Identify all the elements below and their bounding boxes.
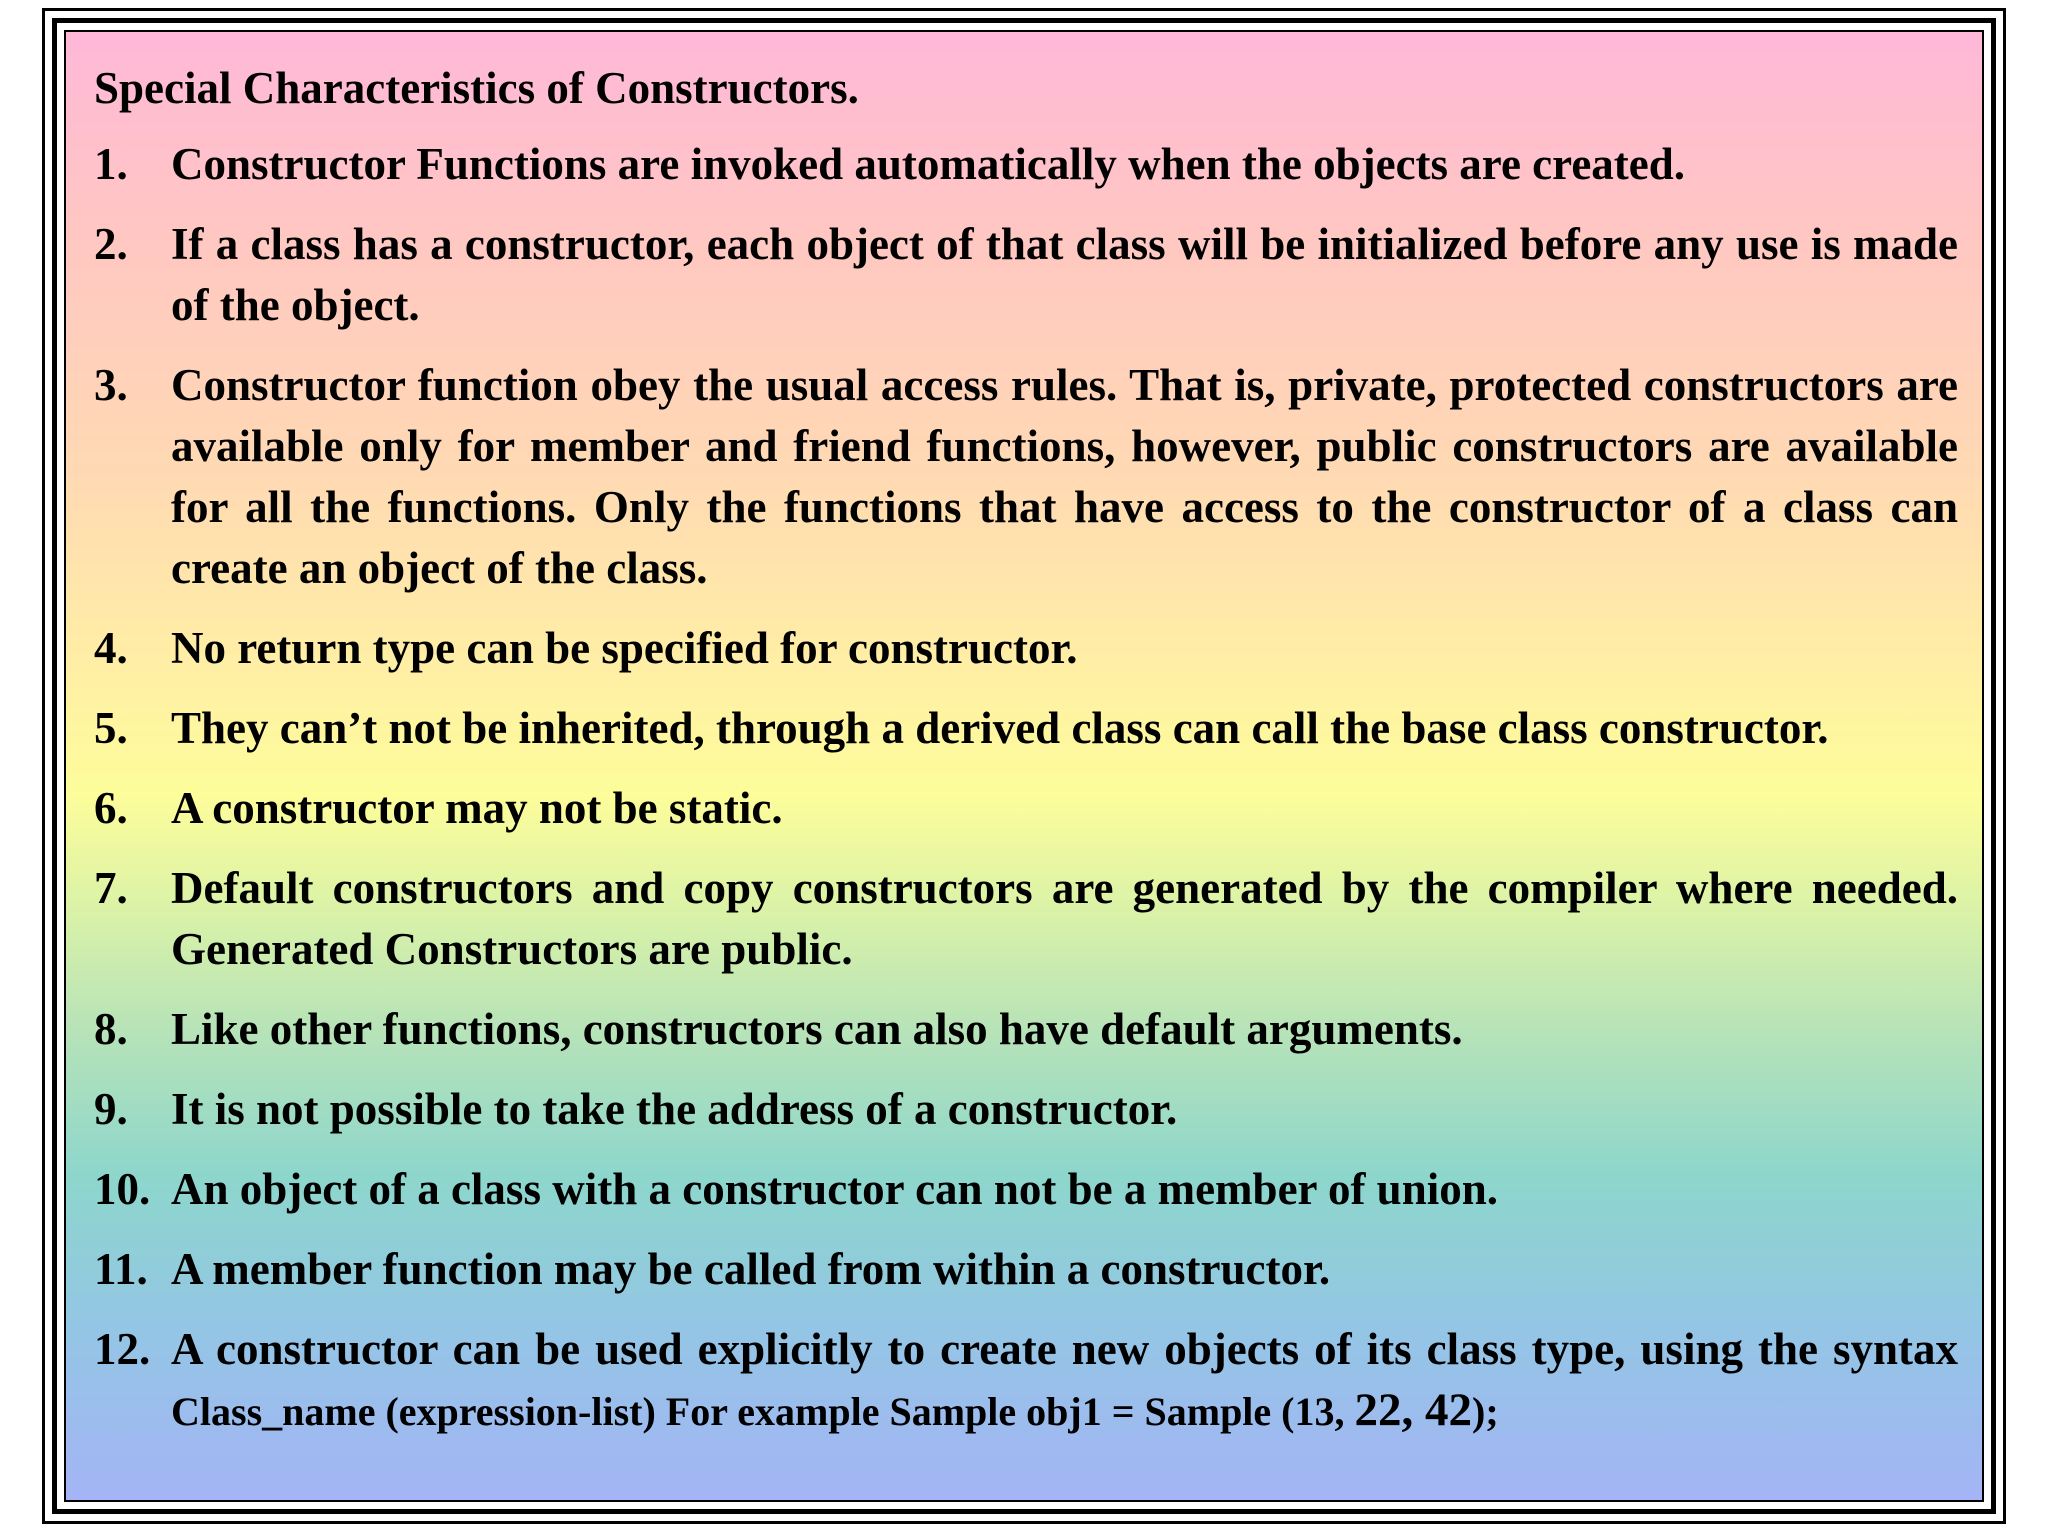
example-values: 22, 42 bbox=[1354, 1384, 1472, 1436]
item-number: 8. bbox=[94, 1004, 128, 1054]
list-item bbox=[94, 355, 1958, 599]
item-number: 7. bbox=[94, 863, 128, 913]
slide-title: Special Characteristics of Constructors. bbox=[94, 63, 859, 113]
item-text-intro: A constructor can be used explicitly to create new objects of its class type, using the syntax bbox=[171, 1324, 1958, 1374]
item-text: An object of a class with a constructor can not be a member of union. bbox=[171, 1164, 1499, 1214]
list-item bbox=[94, 1159, 1958, 1220]
slide-inner-border bbox=[52, 18, 1996, 1514]
item-text: They can’t not be inherited, through a derived class can call the base class constructor. bbox=[171, 703, 1829, 753]
content-panel bbox=[64, 30, 1984, 1502]
item-number: 9. bbox=[94, 1084, 128, 1134]
item-text: Default constructors and copy constructors are generated by the compiler where needed. Generated Constructors are public. bbox=[171, 863, 1958, 974]
item-text: Constructor function obey the usual access rules. That is, private, protected constructors are available only for member and friend functions, however, public constructors are available for all the functions. Only the functions that have access to the constructor of a class can create an object of the class. bbox=[171, 360, 1958, 593]
list-item bbox=[94, 618, 1958, 679]
list-item bbox=[94, 999, 1958, 1060]
item-number: 3. bbox=[94, 360, 128, 410]
item-text: It is not possible to take the address of a constructor. bbox=[171, 1084, 1178, 1134]
item-text bbox=[171, 1319, 1958, 1442]
item-number: 5. bbox=[94, 703, 128, 753]
item-number: 6. bbox=[94, 783, 128, 833]
list-item bbox=[94, 698, 1958, 759]
item-text: Like other functions, constructors can also have default arguments. bbox=[171, 1004, 1463, 1054]
item-number: 1. bbox=[94, 139, 128, 189]
slide-outer-border bbox=[42, 8, 2006, 1524]
item-number: 4. bbox=[94, 623, 128, 673]
list-item bbox=[94, 134, 1958, 195]
list-item bbox=[94, 858, 1958, 980]
item-number: 2. bbox=[94, 219, 128, 269]
item-text: A member function may be called from within a constructor. bbox=[171, 1244, 1331, 1294]
list-item bbox=[94, 214, 1958, 336]
list-item bbox=[94, 778, 1958, 839]
item-number: 12. bbox=[94, 1324, 151, 1374]
syntax-example: Class_name (expression-list) For example Sample obj1 = Sample (13, bbox=[171, 1389, 1355, 1434]
syntax-end: ); bbox=[1472, 1389, 1499, 1434]
item-text: No return type can be specified for constructor. bbox=[171, 623, 1078, 673]
list-item bbox=[94, 1319, 1958, 1442]
list-item bbox=[94, 1239, 1958, 1300]
characteristics-list bbox=[94, 134, 1958, 1442]
item-number: 10. bbox=[94, 1164, 151, 1214]
item-number: 11. bbox=[94, 1244, 148, 1294]
item-text: A constructor may not be static. bbox=[171, 783, 783, 833]
item-text: Constructor Functions are invoked automatically when the objects are created. bbox=[171, 139, 1686, 189]
list-item bbox=[94, 1079, 1958, 1140]
item-text: If a class has a constructor, each object of that class will be initialized before any use is made of the object. bbox=[171, 219, 1958, 330]
